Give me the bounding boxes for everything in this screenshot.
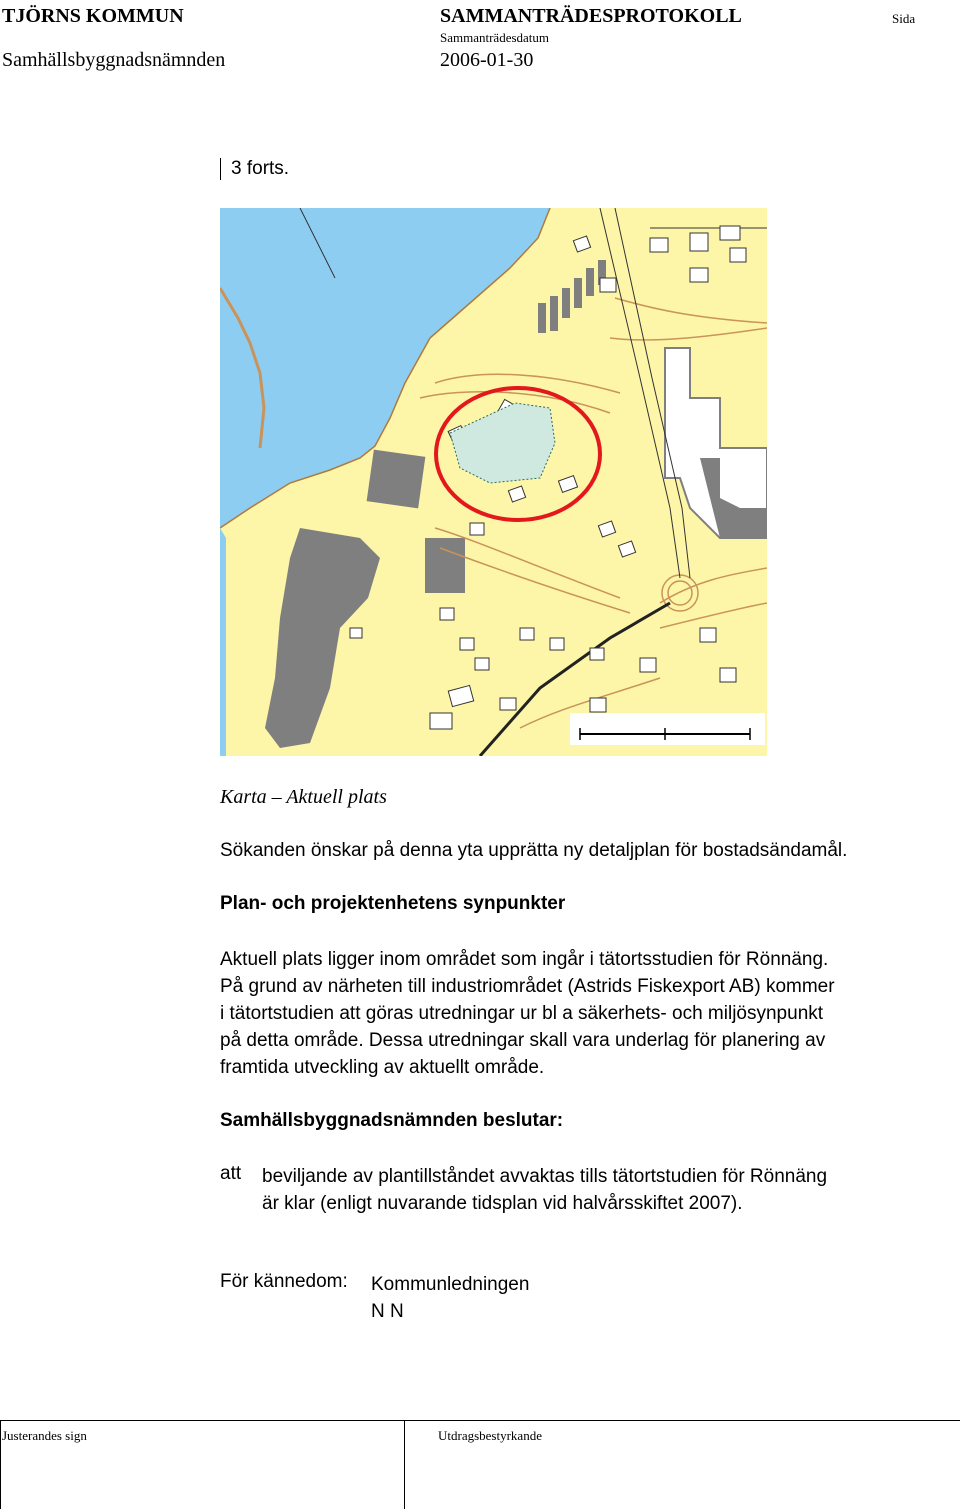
- map-caption: Karta – Aktuell plats: [220, 786, 387, 808]
- paragraph-line: På grund av närheten till industriområdet (Astrids Fiskexport AB) kommer: [220, 976, 835, 997]
- site-map-image: [220, 208, 767, 756]
- protocol-title: SAMMANTRÄDESPROTOKOLL: [440, 5, 742, 27]
- paragraph-line: i tätortstudien att göras utredningar ur bl a säkerhets- och miljösynpunkt: [220, 1003, 824, 1024]
- site-map: [220, 208, 767, 756]
- committee-name: Samhällsbyggnadsnämnden: [2, 49, 226, 71]
- section-heading-plan: Plan- och projektenhetens synpunkter: [220, 893, 566, 914]
- footer-certification-label: Utdragsbestyrkande: [438, 1428, 542, 1443]
- footer-signature-label: Justerandes sign: [2, 1428, 87, 1443]
- intro-text: Sökanden önskar på denna yta upprätta ny detaljplan för bostadsändamål.: [220, 840, 848, 861]
- notice-recipient: Kommunledningen: [371, 1274, 530, 1295]
- decision-line: beviljande av plantillståndet avvaktas tills tätortstudien för Rönnäng: [262, 1166, 828, 1187]
- footer-left-border: [0, 1420, 1, 1509]
- decision-text: [262, 1163, 827, 1217]
- paragraph-line: Aktuell plats ligger inom området som ingår i tätortsstudien för Rönnäng.: [220, 949, 829, 970]
- paragraph-line: på detta område. Dessa utredningar skall vara underlag för planering av: [220, 1030, 826, 1051]
- paragraph-line: framtida utveckling av aktuellt område.: [220, 1057, 545, 1078]
- notice-recipient: N N: [371, 1301, 404, 1322]
- footer-column-divider: [404, 1420, 405, 1509]
- footer-divider: [0, 1420, 960, 1421]
- notice-recipients: [371, 1271, 529, 1325]
- page-label: Sida: [892, 11, 916, 26]
- decision-prefix: att: [220, 1163, 242, 1184]
- municipality-name: TJÖRNS KOMMUN: [2, 5, 184, 27]
- meeting-date: 2006-01-30: [440, 49, 534, 71]
- decision-line: är klar (enligt nuvarande tidsplan vid halvårsskiftet 2007).: [262, 1193, 743, 1214]
- decision-heading: Samhällsbyggnadsnämnden beslutar:: [220, 1110, 564, 1131]
- date-label: Sammanträdesdatum: [440, 30, 550, 45]
- section-continued-text: 3 forts.: [231, 158, 290, 180]
- section-continued: [220, 158, 289, 180]
- assessment-paragraph: [220, 946, 920, 1081]
- notice-label: För kännedom:: [220, 1271, 348, 1292]
